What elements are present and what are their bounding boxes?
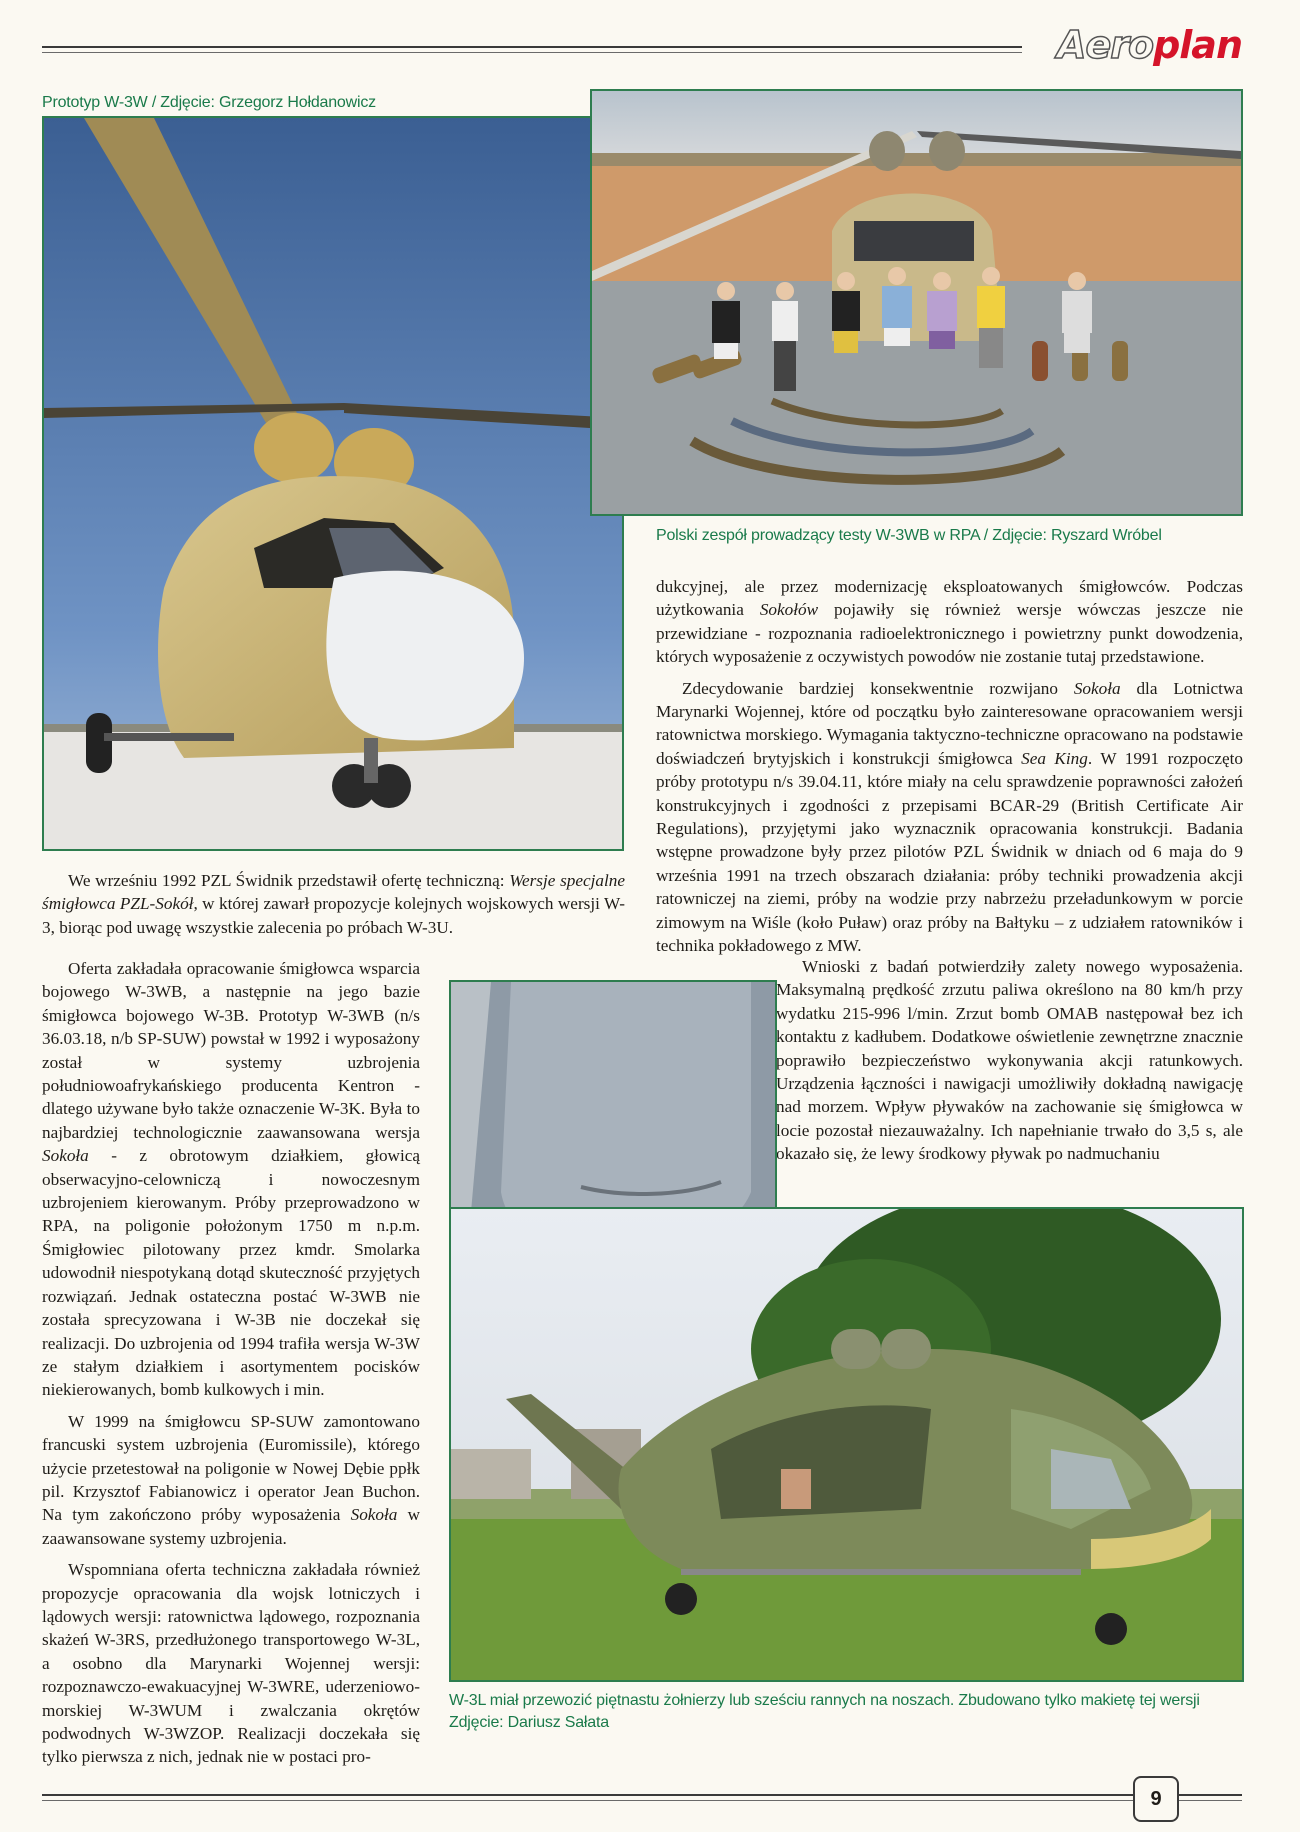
left-paragraph-2: W 1999 na śmigłowcu SP-SUW zamontowano francuski system uzbrojenia (Euromissile), którego użycie przetestował na poligonie w Nowej Dębie ppłk pil. Krzysztof Fabianowicz i operator Jean Buchon. Na tym zakończono próby wyposażenia Sokoła w zaawansowane systemy uzbrojenia. <box>42 1411 420 1548</box>
right-paragraph-2: Zdecydowanie bardziej konsekwentnie rozwijano Sokoła dla Lotnictwa Marynarki Wojennej, które od początku było zainteresowane opracowaniem wersji ratownictwa morskiego. Wymagania taktyczno-techniczne opracowano na podstawie doświadczeń brytyjskich i konstrukcji śmigłowca Sea King. W 1991 rozpoczęto próby prototypu n/s 39.04.11, które miały na celu sprawdzenie poprawności założeń konstrukcyjnych i zgodności z przepisami BCAR-29 (British Certificate Air Regulations), przyjętymi jako wyznacznik opracowania konstrukcji. Badania wstępne prowadzone były przez pilotów PZL Świdnik w dniach od 6 maja do 9 września 1991 na trzech obszarach działania: próby techniki prowadzenia akcji ratowniczej na ziemi, próby na wodzie przy nabrzeżu przeładunkowym w porcie zimowym na Wiśle (koło Puław) oraz próby na Bałtyku – z udziałem ratowników i technika pokładowego z MW. <box>656 678 1244 956</box>
left-column-text <box>42 957 420 1769</box>
footer-rule-thin <box>42 1800 1242 1801</box>
helicopter-w3w-image <box>44 118 622 849</box>
right-column-text-upper <box>656 575 1243 958</box>
left-paragraph-1: Oferta zakładała opracowanie śmigłowca wsparcia bojowego W-3WB, a następnie na jego bazie śmigłowca bojowego W-3B. Prototyp W-3WB (n/s 36.03.18, n/b SP-SUW) powstał w 1992 i wyposażony został w systemy uzbrojenia południowoafrykańskiego producenta Kentron - dlatego używane było także oznaczenie W-3K. Była to najbardziej technologicznie zaawansowana wersja Sokoła - z obrotowym działkiem, głowicą obserwacyjno-celowniczą i nowoczesnym uzbrojeniem kierowanym. Próby przeprowadzono w RPA, na poligonie położonym 1750 m n.p.m. Śmigłowiec pilotowany przez kmdr. Smolarka udowodnił niespotykaną dotąd skuteczność przyjętych rozwiązań. Jednak ostateczna postać W-3WB nie została sprecyzowana i W-3B nie doczekał się realizacji. Do uzbrojenia od 1994 trafiła wersja W-3W ze stałym działkiem i asortymentem pocisków niekierowanych, bomb kulkowych i min. <box>42 959 420 1400</box>
photo-prototype-w3w <box>42 116 624 851</box>
photo2-caption: Polski zespół prowadzący testy W-3WB w RPA / Zdjęcie: Ryszard Wróbel <box>656 527 1162 544</box>
camouflaged-helicopter-image <box>451 1209 1242 1680</box>
photo4-caption-line2: Zdjęcie: Dariusz Sałata <box>449 1714 609 1731</box>
right-paragraph-1: dukcyjnej, ale przez modernizację eksploatowanych śmigłowców. Podczas użytkowania Sokołów pojawiły się również wersje wówczas jeszcze nie przewidziane - rozpoznania radioelektronicznego i powietrzny punkt dowodzenia, których wyposażenie z oczywistych powodów nie zostanie tutaj przedstawione. <box>656 577 1243 667</box>
photo1-caption: Prototyp W-3W / Zdjęcie: Grzegorz Hołdanowicz <box>42 94 376 111</box>
right-column-text-lower <box>776 955 1243 1166</box>
aeroplan-logo: Aeroplan <box>1022 22 1242 68</box>
photo-team-rpa <box>590 89 1243 516</box>
footer-rule <box>42 1794 1242 1796</box>
intro-paragraph: We wrześniu 1992 PZL Świdnik przedstawił ofertę techniczną: Wersje specjalne śmigłowca PZL-Sokół, w której zawarł propozycje kolejnych wojskowych wersji W-3, biorąc pod uwagę wszystkie zalecenia po próbach W-3U. <box>42 871 625 937</box>
page-number: 9 <box>1133 1776 1179 1822</box>
left-paragraph-3: Wspomniana oferta techniczna zakładała również propozycje opracowania dla wojsk lotniczych i lądowych wersji: ratownictwa lądowego, rozpoznania skażeń W-3RS, przedłużonego transportowego W-3L, a osobno dla Marynarki Wojennej wersji: rozpoznawczo-ewakuacyjnej W-3WRE, uderzeniowo-morskiej W-3WUM i zwalczania okrętów podwodnych W-3WZOP. Realizacji doczekała się tylko pierwsza z nich, jednak nie w postaci pro- <box>42 1560 420 1767</box>
photo-w3l-mockup <box>449 1207 1244 1682</box>
right-paragraph-3: Wnioski z badań potwierdziły zalety nowego wyposażenia. Maksymalną prędkość zrzutu paliwa określono na 80 km/h przy wydatku 215-996 l/min. Zrzut bomb OMAB następował bez ich kontaktu z kadłubem. Dodatkowe oświetlenie zewnętrzne znacznie poprawiło bezpieczeństwo wykonywania akcji ratunkowych. Urządzenia łączności i nawigacji umożliwiły dokładną nawigację nad morzem. Wpływ pływaków na zachowanie się śmigłowca w locie pozostał niezauważalny. Ich napełnianie trwało do 3,5 s, ale okazało się, że lewy środkowy pływak po nadmuchaniu <box>776 957 1243 1164</box>
photo4-caption-line1: W-3L miał przewozić piętnastu żołnierzy lub sześciu rannych na noszach. Zbudowano tylko makietę tej wersji <box>449 1692 1200 1709</box>
team-with-helicopter-image <box>592 91 1241 514</box>
